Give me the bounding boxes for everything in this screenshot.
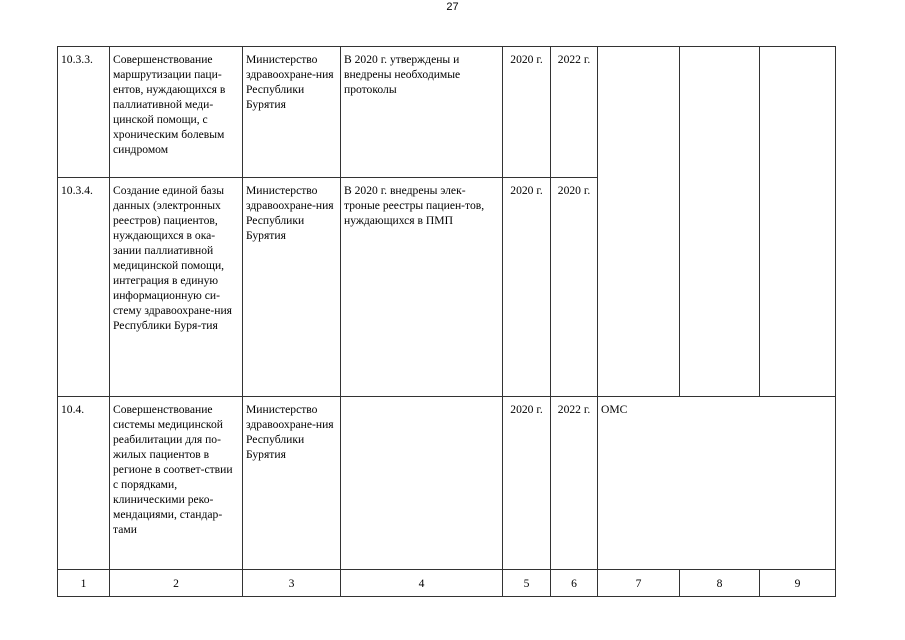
column-number: 4 — [341, 570, 503, 597]
end-year: 2022 г. — [551, 47, 598, 178]
measure-name: Создание единой базы данных (электронных реестров) пациентов, нуждающихся в ока-зании паллиативной медицинской помощи, интеграция в единую информационную си-стему здравоохране-ния Республики Буря-тия — [110, 178, 243, 397]
measure-name: Совершенствование системы медицинской реабилитации для по-жилых пациентов в регионе в соответ-ствии с порядками, клиническими реко-мендациями, стандар-тами — [110, 397, 243, 570]
column-number: 9 — [760, 570, 836, 597]
column-number: 7 — [598, 570, 680, 597]
executor: Министерство здравоохране-ния Республики Бурятия — [243, 178, 341, 397]
funding-source-cell — [598, 47, 680, 397]
executor: Министерство здравоохране-ния Республики Бурятия — [243, 47, 341, 178]
measure-name: Совершенствование маршрутизации паци-ентов, нуждающихся в паллиативной меди-цинской помощи, с хроническим болевым синдромом — [110, 47, 243, 178]
col8-cell — [680, 47, 760, 397]
result: В 2020 г. внедрены элек-троные реестры пациен-тов, нуждающихся в ПМП — [341, 178, 503, 397]
end-year: 2020 г. — [551, 178, 598, 397]
start-year: 2020 г. — [503, 178, 551, 397]
result — [341, 397, 503, 570]
column-number: 6 — [551, 570, 598, 597]
table-row — [58, 397, 836, 570]
executor: Министерство здравоохране-ния Республики Бурятия — [243, 397, 341, 570]
page-number: 27 — [446, 1, 459, 13]
start-year: 2020 г. — [503, 47, 551, 178]
row-number: 10.3.4. — [58, 178, 110, 397]
row-number: 10.4. — [58, 397, 110, 570]
column-number: 1 — [58, 570, 110, 597]
column-number: 8 — [680, 570, 760, 597]
column-number: 5 — [503, 570, 551, 597]
funding-source: ОМС — [598, 397, 836, 570]
col9-cell — [760, 47, 836, 397]
start-year: 2020 г. — [503, 397, 551, 570]
column-number: 2 — [110, 570, 243, 597]
result: В 2020 г. утверждены и внедрены необходимые протоколы — [341, 47, 503, 178]
column-number: 3 — [243, 570, 341, 597]
end-year: 2022 г. — [551, 397, 598, 570]
measures-table — [57, 46, 836, 597]
row-number: 10.3.3. — [58, 47, 110, 178]
table-row — [58, 47, 836, 178]
column-numbers-row — [58, 570, 836, 597]
